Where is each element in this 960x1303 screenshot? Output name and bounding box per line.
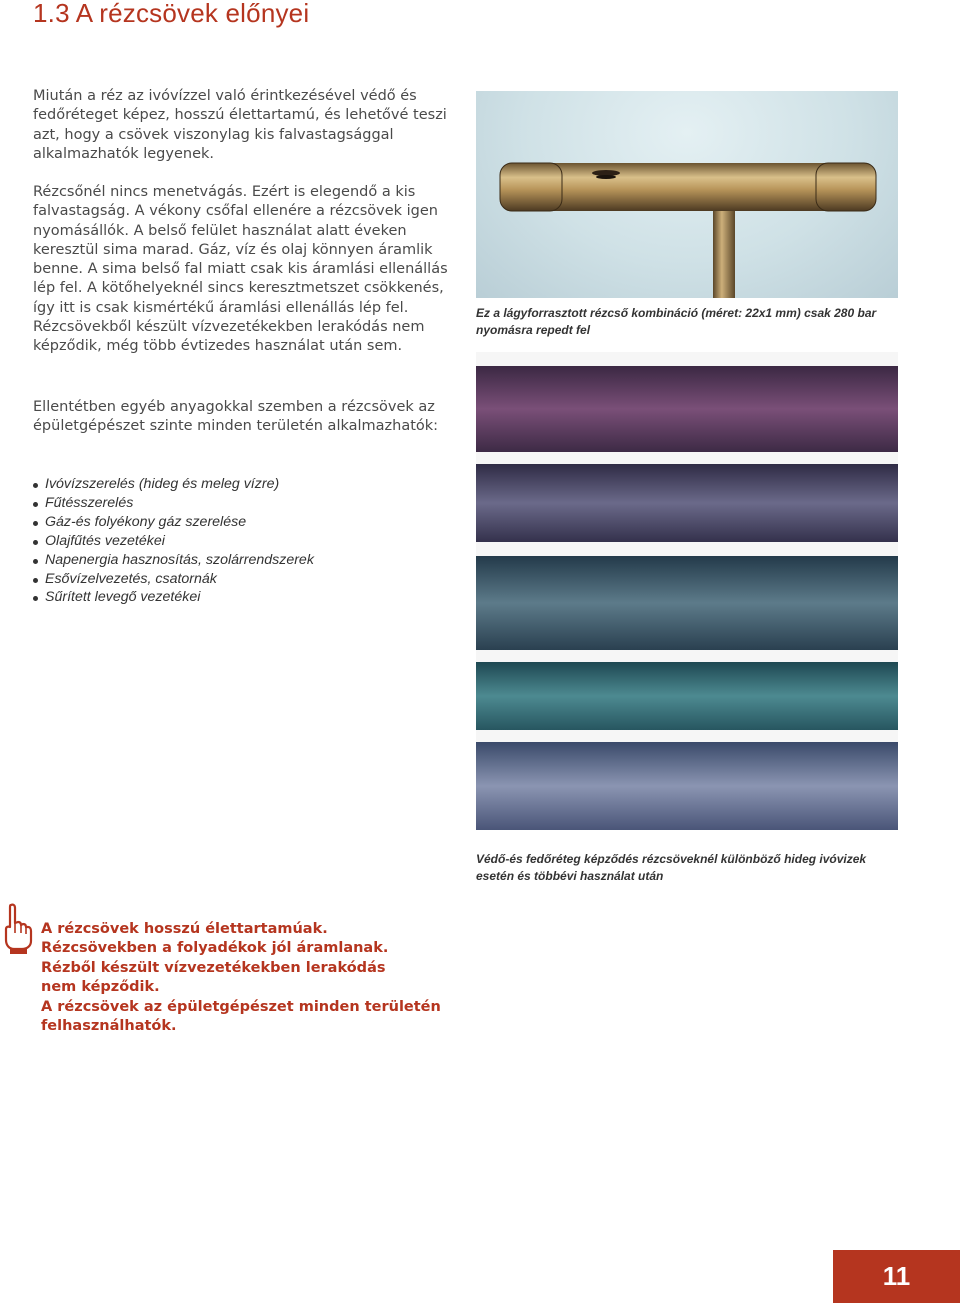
- list-item: Fűtésszerelés: [33, 494, 314, 513]
- list-item: Gáz-és folyékony gáz szerelése: [33, 513, 314, 532]
- intro-paragraph: Miután a réz az ivóvízzel való érintkezésével védő és fedőréteget képez, hosszú élettartamú, és lehetővé teszi azt, hogy a csövek viszonylag kis falvastagsággal alkalmazhatók legyenek.: [33, 88, 447, 162]
- list-item: Sűrített levegő vezetékei: [33, 588, 314, 607]
- summary-line: Rézből készült vízvezetékekben lerakódás: [41, 959, 386, 976]
- page-title: 1.3 A rézcsövek előnyei: [33, 0, 310, 28]
- photo1-caption: Ez a lágyforrasztott rézcső kombináció (méret: 22x1 mm) csak 280 bar nyomásra repedt fel: [476, 306, 877, 337]
- applications-intro: Ellentétben egyéb anyagokkal szemben a rézcsövek az épületgépészet szinte minden területén alkalmazhatók:: [33, 399, 439, 435]
- summary-line: Rézcsövekben a folyadékok jól áramlanak.: [41, 940, 389, 957]
- list-item: Esővízelvezetés, csatornák: [33, 570, 314, 589]
- copper-fitting-photo: [476, 91, 898, 298]
- list-item: Ivóvízszerelés (hideg és meleg vízre): [33, 475, 314, 494]
- summary-line: A rézcsövek az épületgépészet minden területén: [41, 998, 441, 1015]
- pointing-hand-icon: [2, 903, 34, 955]
- summary-line: felhasználhatók.: [41, 1018, 177, 1035]
- applications-list: [33, 475, 314, 607]
- summary-line: nem képződik.: [41, 979, 160, 996]
- photo2-caption: Védő-és fedőréteg képződés rézcsöveknél különböző hideg ivóvizek esetén és többévi használat után: [476, 852, 867, 883]
- summary-block: [41, 920, 441, 1036]
- list-item: Olajfűtés vezetékei: [33, 532, 314, 551]
- list-item: Napenergia hasznosítás, szolárrendszerek: [33, 551, 314, 570]
- pipe-cross-section-photo: [476, 352, 898, 830]
- page-number: 11: [833, 1250, 960, 1303]
- details-paragraph: Rézcsőnél nincs menetvágás. Ezért is elegendő a kis falvastagság. A vékony csőfal ellenére a rézcsövek igen nyomásállók. A belső felület használat alatt éveken keresztül sima marad. Gáz, víz és olaj könnyen áramlik benne. A sima belső fal miatt csak kis áramlási ellenállás lép fel. A kötőhelyeknél sincs keresztmetszet csökkenés, így itt is csak kismértékű áramlási ellenállás lép fel. Rézcsövekből készült vízvezetékekben lerakódás nem képződik, még több évtizedes használat után sem.: [33, 184, 448, 355]
- summary-line: A rézcsövek hosszú élettartamúak.: [41, 921, 328, 937]
